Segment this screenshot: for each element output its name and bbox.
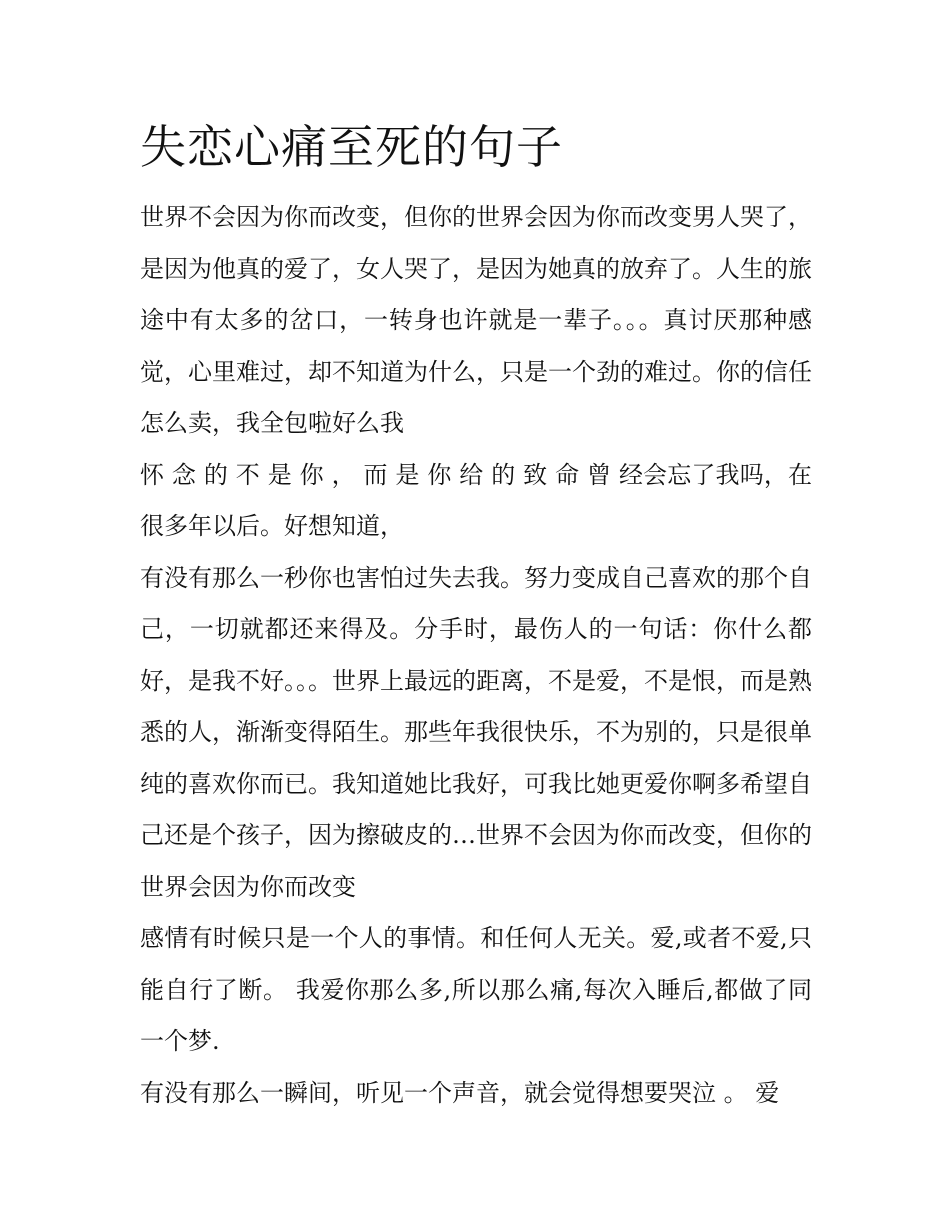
document-page <box>140 112 812 1119</box>
paragraph-5: 有没有那么一瞬间，听见一个声音，就会觉得想要哭泣 。 爱 <box>140 1078 780 1107</box>
paragraph-4: 感情有时候只是一个人的事情。和任何人无关。爱,或者不爱,只能自行了断。 我爱你那么多,所以那么痛,每次入睡后,都做了同一个梦. <box>140 924 812 1055</box>
document-title: 失恋心痛至死的句子 <box>140 120 563 174</box>
paragraph-2: 怀 念 的 不 是 你 ， 而 是 你 给 的 致 命 曾 经会忘了我吗，在很多年以后。好想知道， <box>140 460 812 540</box>
paragraph-1: 世界不会因为你而改变，但你的世界会因为你而改变男人哭了，是因为他真的爱了，女人哭了，是因为她真的放弃了。人生的旅途中有太多的岔口，一转身也许就是一辈子。。。真讨厌那种感觉，心里难过，却不知道为什么，只是一个劲的难过。你的信任怎么卖，我全包啦好么我 <box>140 203 812 437</box>
paragraph-3: 有没有那么一秒你也害怕过失去我。努力变成自己喜欢的那个自己，一切就都还来得及。分手时，最伤人的一句话：你什么都好，是我不好。。。世界上最远的距离，不是爱，不是恨，而是熟悉的人，渐渐变得陌生。那些年我很快乐，不为别的，只是很单纯的喜欢你而已。我知道她比我好，可我比她更爱你啊多希望自己还是个孩子，因为擦破皮的…世界不会因为你而改变，但你的世界会因为你而改变 <box>140 563 812 901</box>
